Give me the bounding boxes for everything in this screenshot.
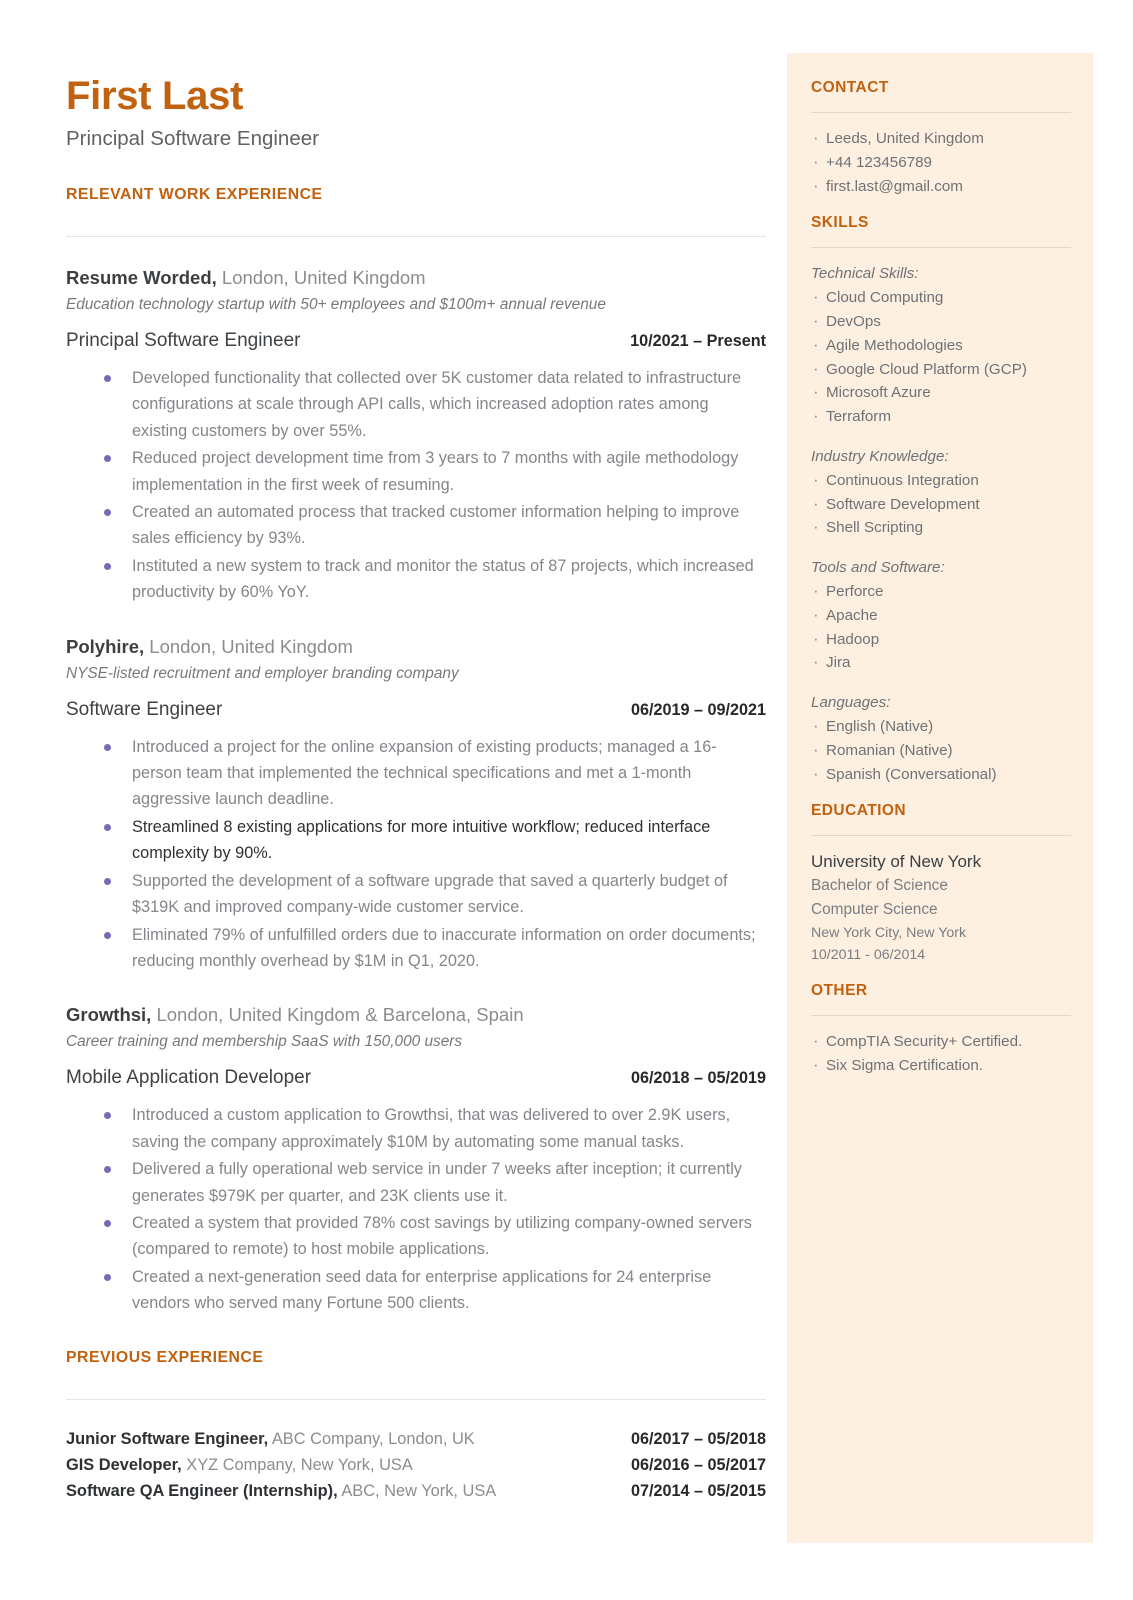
sidebar-section-education [811, 802, 1071, 965]
job-dates: 06/2018 – 05/2019 [630, 1069, 766, 1088]
spacer [811, 540, 1071, 556]
job-company [66, 265, 766, 291]
skills-group-list [811, 286, 1071, 429]
job-company-location: London, United Kingdom & Barcelona, Spain [151, 1004, 524, 1026]
job-company [66, 634, 766, 660]
education-school: University of New York [811, 852, 982, 872]
skill-item: · Jira [811, 651, 1071, 675]
skill-item: · Shell Scripting [811, 516, 1071, 540]
other-heading: OTHER [811, 981, 868, 999]
sidebar-section-contact [811, 79, 1071, 198]
skill-item: · Cloud Computing [811, 286, 1071, 310]
education-heading: EDUCATION [811, 802, 907, 820]
job-dates: 10/2021 – Present [630, 332, 766, 350]
skill-item: · Agile Methodologies [811, 334, 1071, 358]
job-company-description: Education technology startup with 50+ employees and $100m+ annual revenue [66, 296, 606, 313]
other-item: · Six Sigma Certification. [811, 1054, 1071, 1078]
candidate-title: Principal Software Engineer [66, 127, 319, 150]
candidate-name: First Last [66, 74, 244, 118]
spacer [811, 675, 1071, 691]
skill-item: · English (Native) [811, 715, 1071, 739]
job-company-location: London, United Kingdom [216, 267, 426, 288]
relevant-experience-heading: RELEVANT WORK EXPERIENCE [66, 186, 323, 203]
skills-group-list [811, 469, 1071, 540]
job-bullet: Reduced project development time from 3 years to 7 months with agile methodology implementation in the first week of resuming. [66, 445, 766, 498]
job-bullet: Instituted a new system to track and monitor the status of 87 projects, which increased productivity by 60% YoY. [66, 553, 766, 606]
job-entry [66, 1002, 766, 1316]
skills-group-label: Technical Skills: [811, 265, 919, 283]
previous-experience-dates: 06/2017 – 05/2018 [630, 1429, 766, 1448]
job-company-description: Career training and membership SaaS with 150,000 users [66, 1033, 463, 1051]
skills-divider [811, 247, 1071, 248]
previous-experience-label [66, 1426, 475, 1452]
job-bullet: Created a next-generation seed data for enterprise applications for 24 enterprise vendors who served many Fortune 500 clients. [66, 1264, 766, 1317]
skill-item: · Romanian (Native) [811, 739, 1071, 763]
main-column [66, 72, 766, 1504]
contact-item-phone[interactable]: · +44 123456789 [811, 151, 1071, 175]
previous-experience-row [66, 1426, 766, 1452]
job-bullet: Created an automated process that tracked customer information helping to improve sales efficiency by 93%. [66, 499, 766, 552]
job-entry [66, 265, 766, 606]
skill-item: · Spanish (Conversational) [811, 763, 1071, 787]
job-title-row [66, 327, 766, 355]
skills-group-list [811, 715, 1071, 786]
job-company-location: London, United Kingdom [144, 635, 353, 657]
contact-heading: CONTACT [811, 79, 889, 96]
previous-experience-detail: XYZ Company, New York, USA [181, 1455, 413, 1474]
skill-item: · Perforce [811, 580, 1071, 604]
job-company-description: NYSE-listed recruitment and employer branding company [66, 664, 459, 682]
skills-group-tools [811, 556, 1071, 675]
job-title: Software Engineer [66, 698, 223, 720]
education-degree: Bachelor of Science [811, 877, 948, 895]
previous-experience-label [66, 1452, 413, 1478]
education-field: Computer Science [811, 901, 938, 919]
job-dates: 06/2019 – 09/2021 [630, 700, 766, 719]
job-entry [66, 634, 766, 975]
previous-experience-divider [66, 1399, 766, 1400]
other-list [811, 1030, 1071, 1078]
job-bullet: Introduced a project for the online expansion of existing products; managed a 16-person team that implemented the technical specifications and met a 1-month aggressive launch deadline. [66, 734, 766, 813]
skill-item: · Software Development [811, 493, 1071, 517]
job-bullet-list [66, 734, 766, 975]
skills-group-label: Languages: [811, 694, 891, 712]
skill-item: · Microsoft Azure [811, 381, 1071, 405]
previous-experience-title: Junior Software Engineer, [66, 1429, 269, 1448]
job-bullet-list [66, 1102, 766, 1316]
previous-experience-row [66, 1452, 766, 1478]
job-title: Mobile Application Developer [66, 1067, 312, 1089]
spacer [811, 429, 1071, 445]
skill-item: · Hadoop [811, 628, 1071, 652]
job-bullet: Created a system that provided 78% cost savings by utilizing company-owned servers (compared to remote) to host mobile applications. [66, 1210, 766, 1263]
previous-experience-row [66, 1478, 766, 1504]
sidebar-section-other [811, 982, 1071, 1078]
spacer [811, 786, 1071, 802]
other-divider [811, 1015, 1071, 1016]
previous-experience-label [66, 1478, 496, 1504]
contact-item-email[interactable]: · first.last@gmail.com [811, 175, 1071, 199]
skill-item: · Apache [811, 604, 1071, 628]
skills-group-languages [811, 691, 1071, 786]
skill-item: · Continuous Integration [811, 469, 1071, 493]
skills-group-technical [811, 262, 1071, 429]
job-company [66, 1002, 766, 1028]
previous-experience-title: Software QA Engineer (Internship), [66, 1481, 338, 1500]
sidebar-section-skills [811, 214, 1071, 786]
previous-experience-title: GIS Developer, [66, 1455, 182, 1474]
previous-experience-heading: PREVIOUS EXPERIENCE [66, 1348, 264, 1366]
contact-divider [811, 112, 1071, 113]
skills-group-industry [811, 445, 1071, 540]
job-bullet: Introduced a custom application to Growthsi, that was delivered to over 2.9K users, saving the company approximately $10M by automating some manual tasks. [66, 1102, 766, 1155]
job-bullet: Streamlined 8 existing applications for more intuitive workflow; reduced interface complexity by 90%. [66, 814, 766, 867]
skills-group-list [811, 580, 1071, 675]
job-bullet: Eliminated 79% of unfulfilled orders due to inaccurate information on order documents; reducing monthly overhead by $1M in Q1, 2020. [66, 922, 766, 975]
job-bullet: Supported the development of a software upgrade that saved a quarterly budget of $319K and improved company-wide customer service. [66, 868, 766, 921]
contact-list [811, 127, 1071, 198]
spacer [811, 198, 1071, 214]
skills-group-label: Industry Knowledge: [811, 448, 949, 466]
previous-experience-dates: 07/2014 – 05/2015 [630, 1481, 766, 1500]
education-divider [811, 835, 1071, 836]
education-dates: 10/2011 - 06/2014 [811, 946, 926, 963]
skill-item: · DevOps [811, 310, 1071, 334]
contact-item-location: · Leeds, United Kingdom [811, 127, 1071, 151]
skills-group-label: Tools and Software: [811, 559, 945, 577]
job-title-row [66, 696, 766, 724]
job-bullet-list [66, 365, 766, 606]
previous-experience-dates: 06/2016 – 05/2017 [630, 1455, 766, 1474]
skill-item: · Google Cloud Platform (GCP) [811, 358, 1071, 382]
spacer [811, 966, 1071, 982]
job-company-name: Resume Worded, [66, 267, 217, 288]
relevant-experience-divider [66, 236, 766, 237]
previous-experience-detail: ABC Company, London, UK [268, 1429, 475, 1448]
skills-heading: SKILLS [811, 214, 869, 232]
skill-item: · Terraform [811, 405, 1071, 429]
other-item: · CompTIA Security+ Certified. [811, 1030, 1071, 1054]
job-company-name: Polyhire, [66, 635, 145, 657]
sidebar [787, 53, 1093, 1543]
job-bullet: Delivered a fully operational web service in under 7 weeks after inception; it currently generates $979K per quarter, and 23K clients use it. [66, 1156, 766, 1209]
job-title-row [66, 1064, 766, 1092]
education-location: New York City, New York [811, 924, 967, 941]
job-bullet: Developed functionality that collected over 5K customer data related to infrastructure configurations at scale through API calls, which increased adoption rates among existing customers by over 55%. [66, 365, 766, 444]
previous-experience-detail: ABC, New York, USA [337, 1481, 497, 1500]
previous-experience-list [66, 1426, 766, 1504]
job-title: Principal Software Engineer [66, 330, 301, 351]
job-company-name: Growthsi, [66, 1004, 152, 1026]
